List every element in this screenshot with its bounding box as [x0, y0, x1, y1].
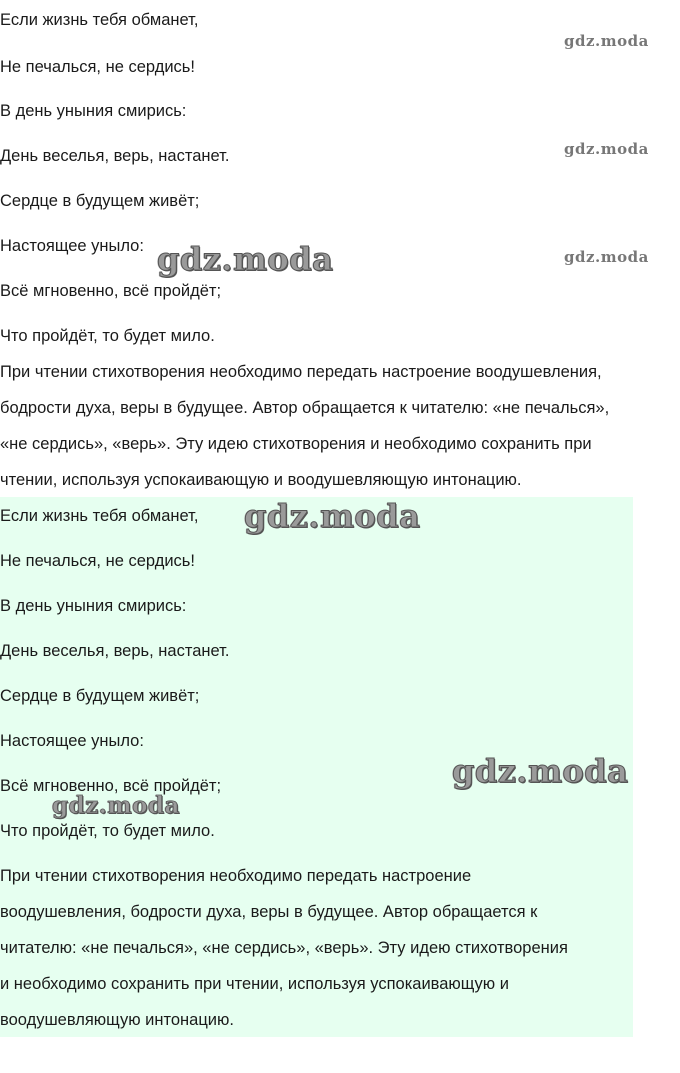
explanation-line: и необходимо сохранить при чтении, используя успокаивающую и	[0, 975, 509, 993]
poem-line: Если жизнь тебя обманет,	[0, 11, 199, 29]
poem-line: Сердце в будущем живёт;	[0, 687, 200, 705]
explanation-line: При чтении стихотворения необходимо передать настроение воодушевления,	[0, 363, 602, 381]
watermark: gdz.moda	[157, 240, 334, 278]
poem-line: Настоящее уныло:	[0, 237, 144, 255]
explanation-line: чтении, используя успокаивающую и воодушевляющую интонацию.	[0, 471, 522, 489]
poem-line: Настоящее уныло:	[0, 732, 144, 750]
poem-line: В день уныния смирись:	[0, 597, 187, 615]
poem-line: Что пройдёт, то будет мило.	[0, 327, 215, 345]
poem-line: Что пройдёт, то будет мило.	[0, 822, 215, 840]
watermark: gdz.moda	[564, 32, 649, 50]
poem-line: День веселья, верь, настанет.	[0, 147, 230, 165]
poem-line: Не печалься, не сердись!	[0, 58, 195, 76]
explanation-line: воодушевляющую интонацию.	[0, 1011, 234, 1029]
watermark: gdz.moda	[564, 140, 649, 158]
watermark: gdz.moda	[52, 792, 180, 819]
explanation-line: При чтении стихотворения необходимо передать настроение	[0, 867, 472, 885]
watermark: gdz.moda	[452, 752, 629, 790]
explanation-line: читателю: «не печалься», «не сердись», «верь». Эту идею стихотворения	[0, 939, 568, 957]
answer-block-highlighted	[0, 497, 633, 1037]
explanation-line: воодушевления, бодрости духа, веры в будущее. Автор обращается к	[0, 903, 538, 921]
poem-line: Всё мгновенно, всё пройдёт;	[0, 777, 222, 795]
poem-line: В день уныния смирись:	[0, 102, 187, 120]
poem-line: Сердце в будущем живёт;	[0, 192, 200, 210]
poem-line: Не печалься, не сердись!	[0, 552, 195, 570]
poem-line: День веселья, верь, настанет.	[0, 642, 230, 660]
explanation-line: «не сердись», «верь». Эту идею стихотворения и необходимо сохранить при	[0, 435, 592, 453]
watermark: gdz.moda	[564, 248, 649, 266]
poem-line: Если жизнь тебя обманет,	[0, 507, 199, 525]
poem-line: Всё мгновенно, всё пройдёт;	[0, 282, 222, 300]
explanation-line: бодрости духа, веры в будущее. Автор обращается к читателю: «не печалься»,	[0, 399, 610, 417]
watermark: gdz.moda	[244, 497, 421, 535]
